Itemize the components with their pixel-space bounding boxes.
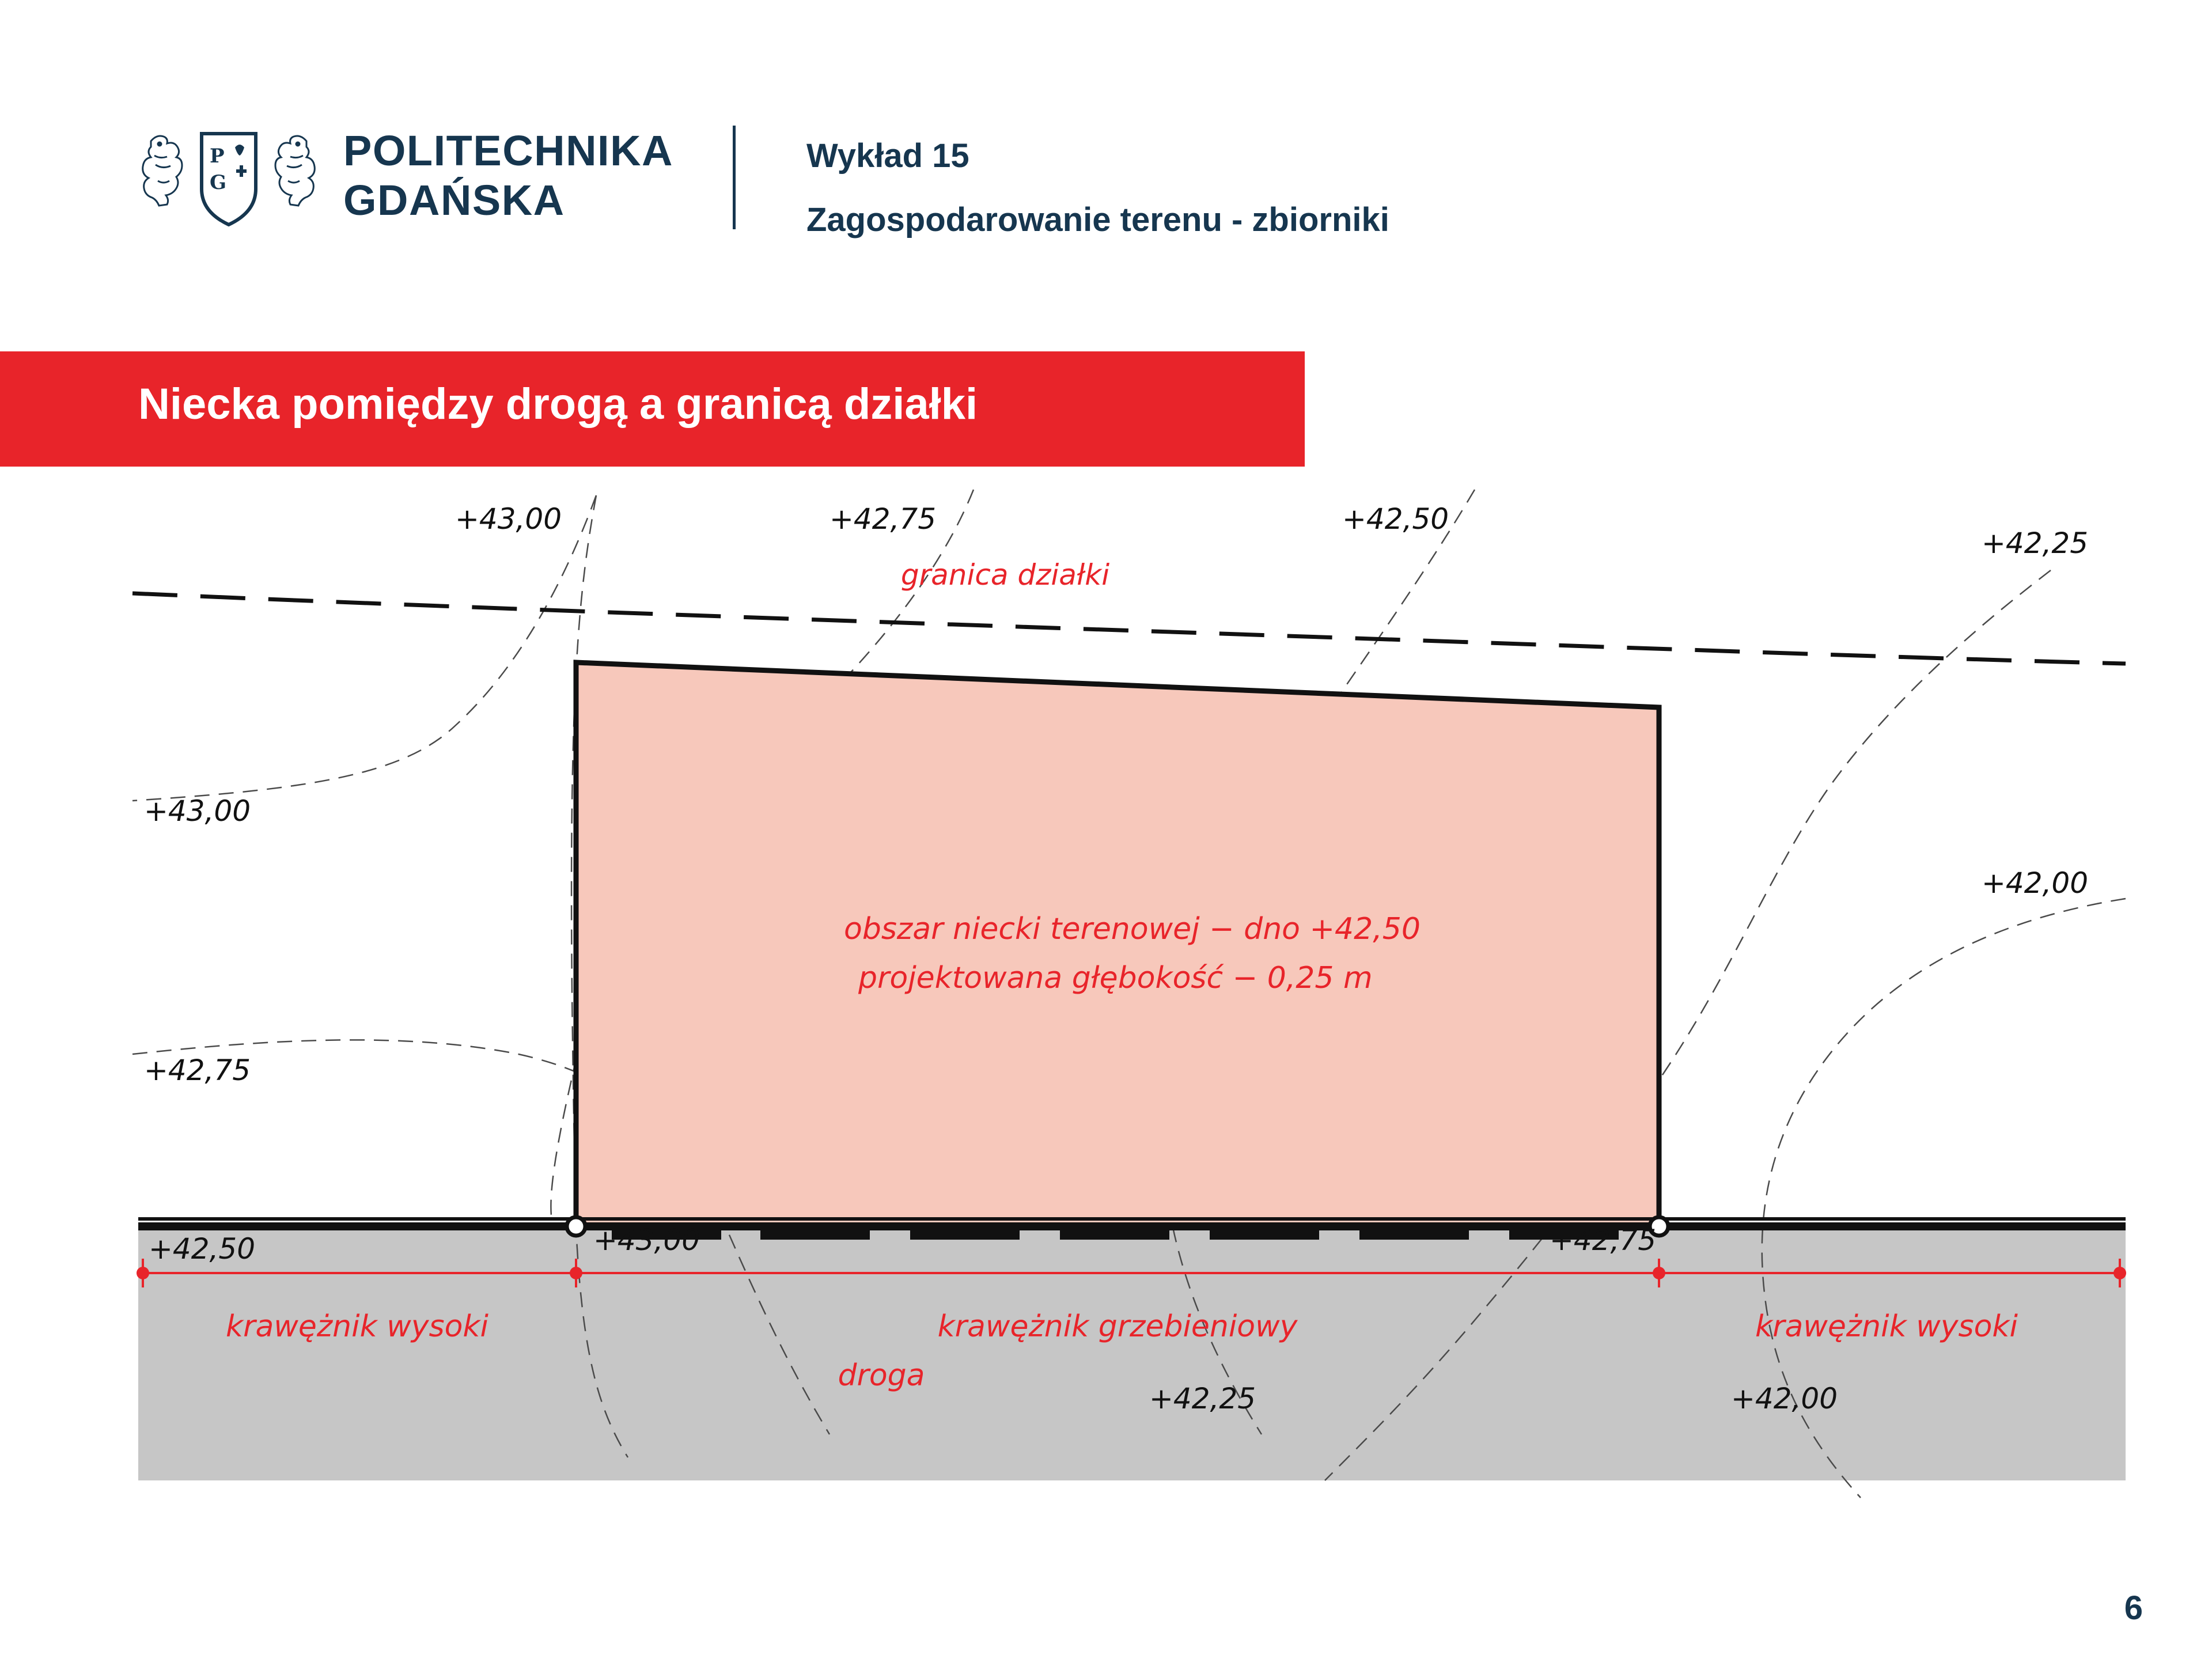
elevation-top-4: +42,25	[1982, 527, 2089, 560]
logo-line-2: GDAŃSKA	[343, 176, 565, 224]
svg-text:G: G	[210, 171, 227, 194]
label-basin-line-1: obszar niecki terenowej − dno +42,50	[844, 912, 1421, 946]
elevation-road-1: +42,50	[149, 1232, 256, 1266]
label-basin-line-2: projektowana głębokość − 0,25 m	[858, 961, 1373, 995]
site-plan-diagram	[0, 478, 2212, 1596]
elevation-top-2: +42,75	[830, 502, 937, 536]
elevation-left-2: +42,75	[144, 1054, 251, 1087]
comb-curb-teeth	[612, 1230, 1619, 1240]
header-divider	[733, 126, 736, 229]
page-number: 6	[2124, 1589, 2143, 1627]
plot-boundary-line	[132, 593, 2126, 664]
elevation-road-4: +42,25	[1149, 1382, 1256, 1415]
svg-text:P: P	[210, 145, 225, 168]
contour-43-00	[132, 495, 596, 801]
university-logo	[134, 121, 673, 230]
logo-line-1: POLITECHNIKA	[343, 127, 673, 175]
slide-header	[0, 0, 2212, 300]
elevation-top-3: +42,50	[1342, 502, 1449, 536]
label-curb-high-left: krawężnik wysoki	[226, 1309, 488, 1344]
label-plot-boundary: granica działki	[900, 558, 1110, 592]
elevation-left-1: +43,00	[144, 794, 251, 828]
curb-line-top-shadow	[138, 1217, 2126, 1221]
basin-node-left	[567, 1217, 585, 1236]
header-titles	[806, 135, 1389, 241]
elevation-road-2: +43,00	[593, 1224, 700, 1257]
coat-of-arms-icon	[134, 121, 324, 230]
label-curb-comb: krawężnik grzebieniowy	[937, 1309, 1298, 1344]
slide-title-bar	[0, 351, 1305, 467]
label-road: droga	[838, 1358, 925, 1393]
lecture-label: Wykład 15	[806, 137, 969, 175]
elevation-road-3: +42,75	[1550, 1224, 1657, 1257]
elevation-top-1: +43,00	[455, 502, 562, 536]
university-name	[343, 126, 673, 225]
road-area	[138, 1227, 2126, 1480]
lecture-subtitle: Zagospodarowanie terenu - zbiorniki	[806, 200, 1389, 238]
elevation-right-1: +42,00	[1982, 866, 2089, 900]
page-title: Niecka pomiędzy drogą a granicą działki	[138, 380, 978, 429]
label-curb-high-right: krawężnik wysoki	[1755, 1309, 2018, 1344]
curb-line-top	[138, 1222, 2126, 1230]
elevation-road-5: +42,00	[1731, 1382, 1838, 1415]
